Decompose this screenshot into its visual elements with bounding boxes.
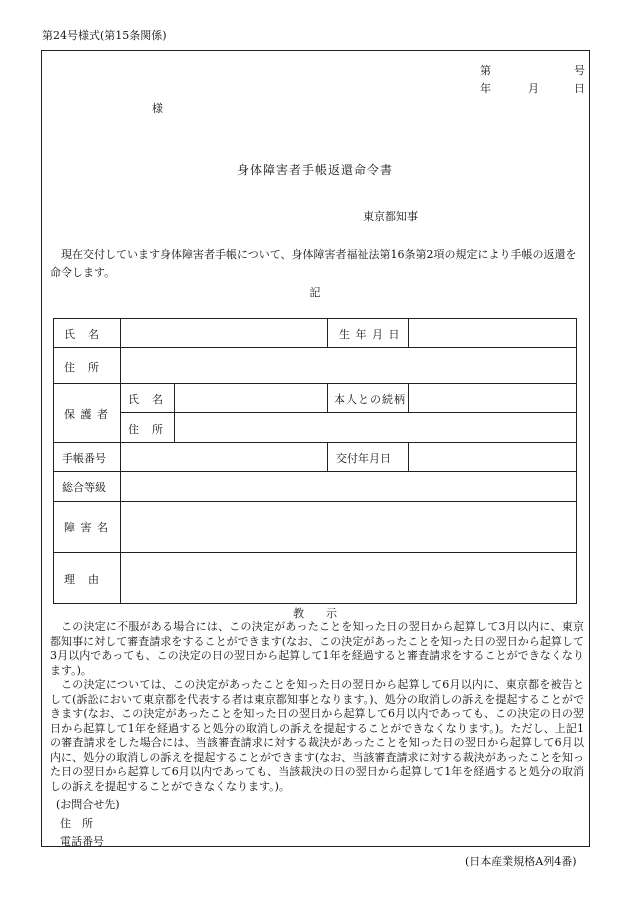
table-rule [120,412,576,413]
year-label: 年 [480,82,491,95]
addressee-suffix: 様 [152,102,163,115]
record-table [53,318,577,604]
grade-label: 総合等級 [62,481,106,494]
contact-phone-label: 電話番号 [60,835,104,848]
table-rule [327,319,328,347]
instruction-paragraph-2: この決定については、この決定があったことを知った日の翌日から起算して6月以内に、東京都を被告として(訴訟において東京都を代表する者は東京都知事となります。)、処分の取消しの訴えを提起することができます(なお、この決定があったことを知った日の翌日から起算して6月以内であっても、この決定の日の翌日から起算して1年を経過すると処分の取消しの訴えを提起することができなくなります。)。ただし、上記1の審査請求をした場合には、当該審査請求に対する裁決があったことを知った日の翌日から起算して6月以内に、処分の取消しの訴えを提起することができます(なお、当該審査請求に対する裁決があったことを知った日の翌日から起算して6月以内であっても、当該裁決の日の翌日から起算して1年を経過すると処分の取消しの訴えを提起することができなくなります。)。 [50,678,584,793]
guardian-address-label: 住 所 [128,423,164,436]
order-text: 現在交付しています身体障害者手帳について、身体障害者福祉法第16条第2項の規定により手帳の返還を命令します。 [50,248,577,279]
month-label: 月 [528,82,539,95]
instruction-paragraph-1: この決定に不服がある場合には、この決定があったことを知った日の翌日から起算して3月以内に、東京都知事に対して審査請求をすることができます(なお、この決定があったことを知った日の翌日から起算して3月以内であっても、この決定の日の翌日から起算して1年を経過すると審査請求をすることができなくなります。)。 [50,620,584,677]
reason-label: 理 由 [64,573,100,586]
table-rule [408,383,409,412]
instructions-heading: 教 示 [293,607,337,620]
day-label: 日 [574,82,585,95]
number-prefix: 第 [480,64,491,77]
number-suffix: 号 [574,64,585,77]
table-rule [327,383,328,412]
table-rule [54,501,576,502]
table-rule [54,383,576,384]
guardian-label: 保 護 者 [64,408,109,421]
birthdate-label: 生 年 月 日 [339,328,401,341]
ki-heading: 記 [309,286,321,299]
address-label: 住 所 [64,361,100,374]
table-rule [120,319,121,603]
card-number-label: 手帳番号 [62,452,106,465]
table-rule [327,442,328,471]
form-number-label: 第24号様式(第15条関係) [42,29,167,42]
disability-label: 障 害 名 [64,521,109,534]
table-rule [54,442,576,443]
table-rule [408,319,409,347]
table-rule [54,471,576,472]
table-rule [408,442,409,471]
table-rule [174,383,175,442]
relation-label: 本人との続柄 [334,393,406,406]
paper-size-note: (日本産業規格A列4番) [465,855,577,868]
document-title: 身体障害者手帳返還命令書 [236,163,393,177]
issuer: 東京都知事 [363,210,418,223]
table-rule [54,552,576,553]
issue-date-label: 交付年月日 [336,452,391,465]
name-label: 氏 名 [64,328,100,341]
table-rule [54,347,576,348]
guardian-name-label: 氏 名 [128,393,164,406]
contact-address-label: 住 所 [60,817,93,830]
contact-heading: (お問合せ先) [56,798,120,811]
